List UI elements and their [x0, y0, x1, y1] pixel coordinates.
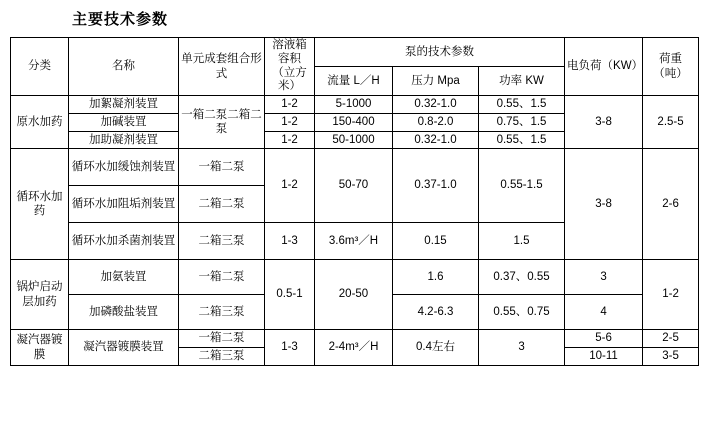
cell-tank-volume: 0.5-1 — [265, 260, 315, 330]
cell-flow: 3.6m³／H — [315, 223, 393, 260]
cell-category: 原水加药 — [11, 96, 69, 149]
cell-unit-form: 一箱二泵二箱二泵 — [179, 96, 265, 149]
cell-pressure: 4.2-6.3 — [393, 295, 479, 330]
cell-weight: 2.5-5 — [643, 96, 699, 149]
document-page — [0, 8, 708, 424]
cell-tank-volume: 1-3 — [265, 330, 315, 365]
cell-pressure: 0.32-1.0 — [393, 131, 479, 149]
page-title: 主要技术参数 — [72, 11, 169, 28]
cell-unit-form: 二箱三泵 — [179, 223, 265, 260]
cell-pressure: 0.32-1.0 — [393, 96, 479, 114]
cell-name: 加絮凝剂装罝 — [69, 96, 179, 114]
cell-pressure: 0.15 — [393, 223, 479, 260]
cell-electric-load: 4 — [565, 295, 643, 330]
cell-electric-load: 5-6 — [565, 330, 643, 348]
header-pressure: 压力 Mpa — [393, 67, 479, 96]
cell-power: 0.55、1.5 — [479, 131, 565, 149]
cell-power: 0.55、0.75 — [479, 295, 565, 330]
cell-unit-form: 一箱二泵 — [179, 260, 265, 295]
header-category: 分类 — [11, 38, 69, 96]
cell-weight: 2-6 — [643, 149, 699, 260]
table-row — [11, 260, 699, 295]
cell-category: 凝汽器镀膜 — [11, 330, 69, 365]
cell-pressure: 0.37-1.0 — [393, 149, 479, 223]
cell-name: 凝汽器镀膜装罝 — [69, 330, 179, 365]
header-tank-volume: 溶液箱容积（立方米） — [265, 38, 315, 96]
cell-unit-form: 二箱二泵 — [179, 186, 265, 223]
cell-pressure: 0.8-2.0 — [393, 113, 479, 131]
cell-unit-form: 一箱二泵 — [179, 330, 265, 348]
cell-tank-volume: 1-3 — [265, 223, 315, 260]
header-pump-group: 泵的技术参数 — [315, 38, 565, 67]
technical-parameters-table — [10, 37, 699, 366]
cell-flow: 150-400 — [315, 113, 393, 131]
cell-pressure: 0.4左右 — [393, 330, 479, 365]
cell-electric-load: 3 — [565, 260, 643, 295]
cell-unit-form: 二箱三泵 — [179, 348, 265, 366]
cell-electric-load: 3-8 — [565, 149, 643, 260]
cell-power: 0.55-1.5 — [479, 149, 565, 223]
cell-electric-load: 3-8 — [565, 96, 643, 149]
cell-name: 循环水加缓蚀剂装罝 — [69, 149, 179, 186]
cell-tank-volume: 1-2 — [265, 149, 315, 223]
cell-name: 加氨装罝 — [69, 260, 179, 295]
cell-name: 循环水加杀菌剂装罝 — [69, 223, 179, 260]
header-electric-load: 电负荷（KW） — [565, 38, 643, 96]
cell-flow: 2-4m³／H — [315, 330, 393, 365]
cell-power: 3 — [479, 330, 565, 365]
cell-name: 加磷酸盐装罝 — [69, 295, 179, 330]
table-row — [11, 330, 699, 348]
cell-name: 循环水加阻垢剂装罝 — [69, 186, 179, 223]
cell-tank-volume: 1-2 — [265, 131, 315, 149]
header-unit-form: 单元成套组合形式 — [179, 38, 265, 96]
cell-flow: 5-1000 — [315, 96, 393, 114]
header-power: 功率 KW — [479, 67, 565, 96]
cell-weight: 2-5 — [643, 330, 699, 348]
cell-unit-form: 一箱二泵 — [179, 149, 265, 186]
table-header-row-1 — [11, 38, 699, 67]
cell-flow: 50-70 — [315, 149, 393, 223]
cell-name: 加碱装罝 — [69, 113, 179, 131]
cell-power: 1.5 — [479, 223, 565, 260]
cell-unit-form: 二箱三泵 — [179, 295, 265, 330]
cell-pressure: 1.6 — [393, 260, 479, 295]
cell-tank-volume: 1-2 — [265, 96, 315, 114]
table-row — [11, 149, 699, 186]
cell-category: 锅炉启动层加药 — [11, 260, 69, 330]
cell-flow: 50-1000 — [315, 131, 393, 149]
cell-power: 0.75、1.5 — [479, 113, 565, 131]
table-row — [11, 96, 699, 114]
header-flow: 流量 L／H — [315, 67, 393, 96]
cell-electric-load: 10-11 — [565, 348, 643, 366]
cell-weight: 3-5 — [643, 348, 699, 366]
header-weight: 荷重（吨） — [643, 38, 699, 96]
header-name: 名称 — [69, 38, 179, 96]
cell-name: 加助凝剂装罝 — [69, 131, 179, 149]
cell-flow: 20-50 — [315, 260, 393, 330]
cell-power: 0.55、1.5 — [479, 96, 565, 114]
cell-power: 0.37、0.55 — [479, 260, 565, 295]
cell-tank-volume: 1-2 — [265, 113, 315, 131]
cell-category: 循环水加药 — [11, 149, 69, 260]
cell-weight: 1-2 — [643, 260, 699, 330]
